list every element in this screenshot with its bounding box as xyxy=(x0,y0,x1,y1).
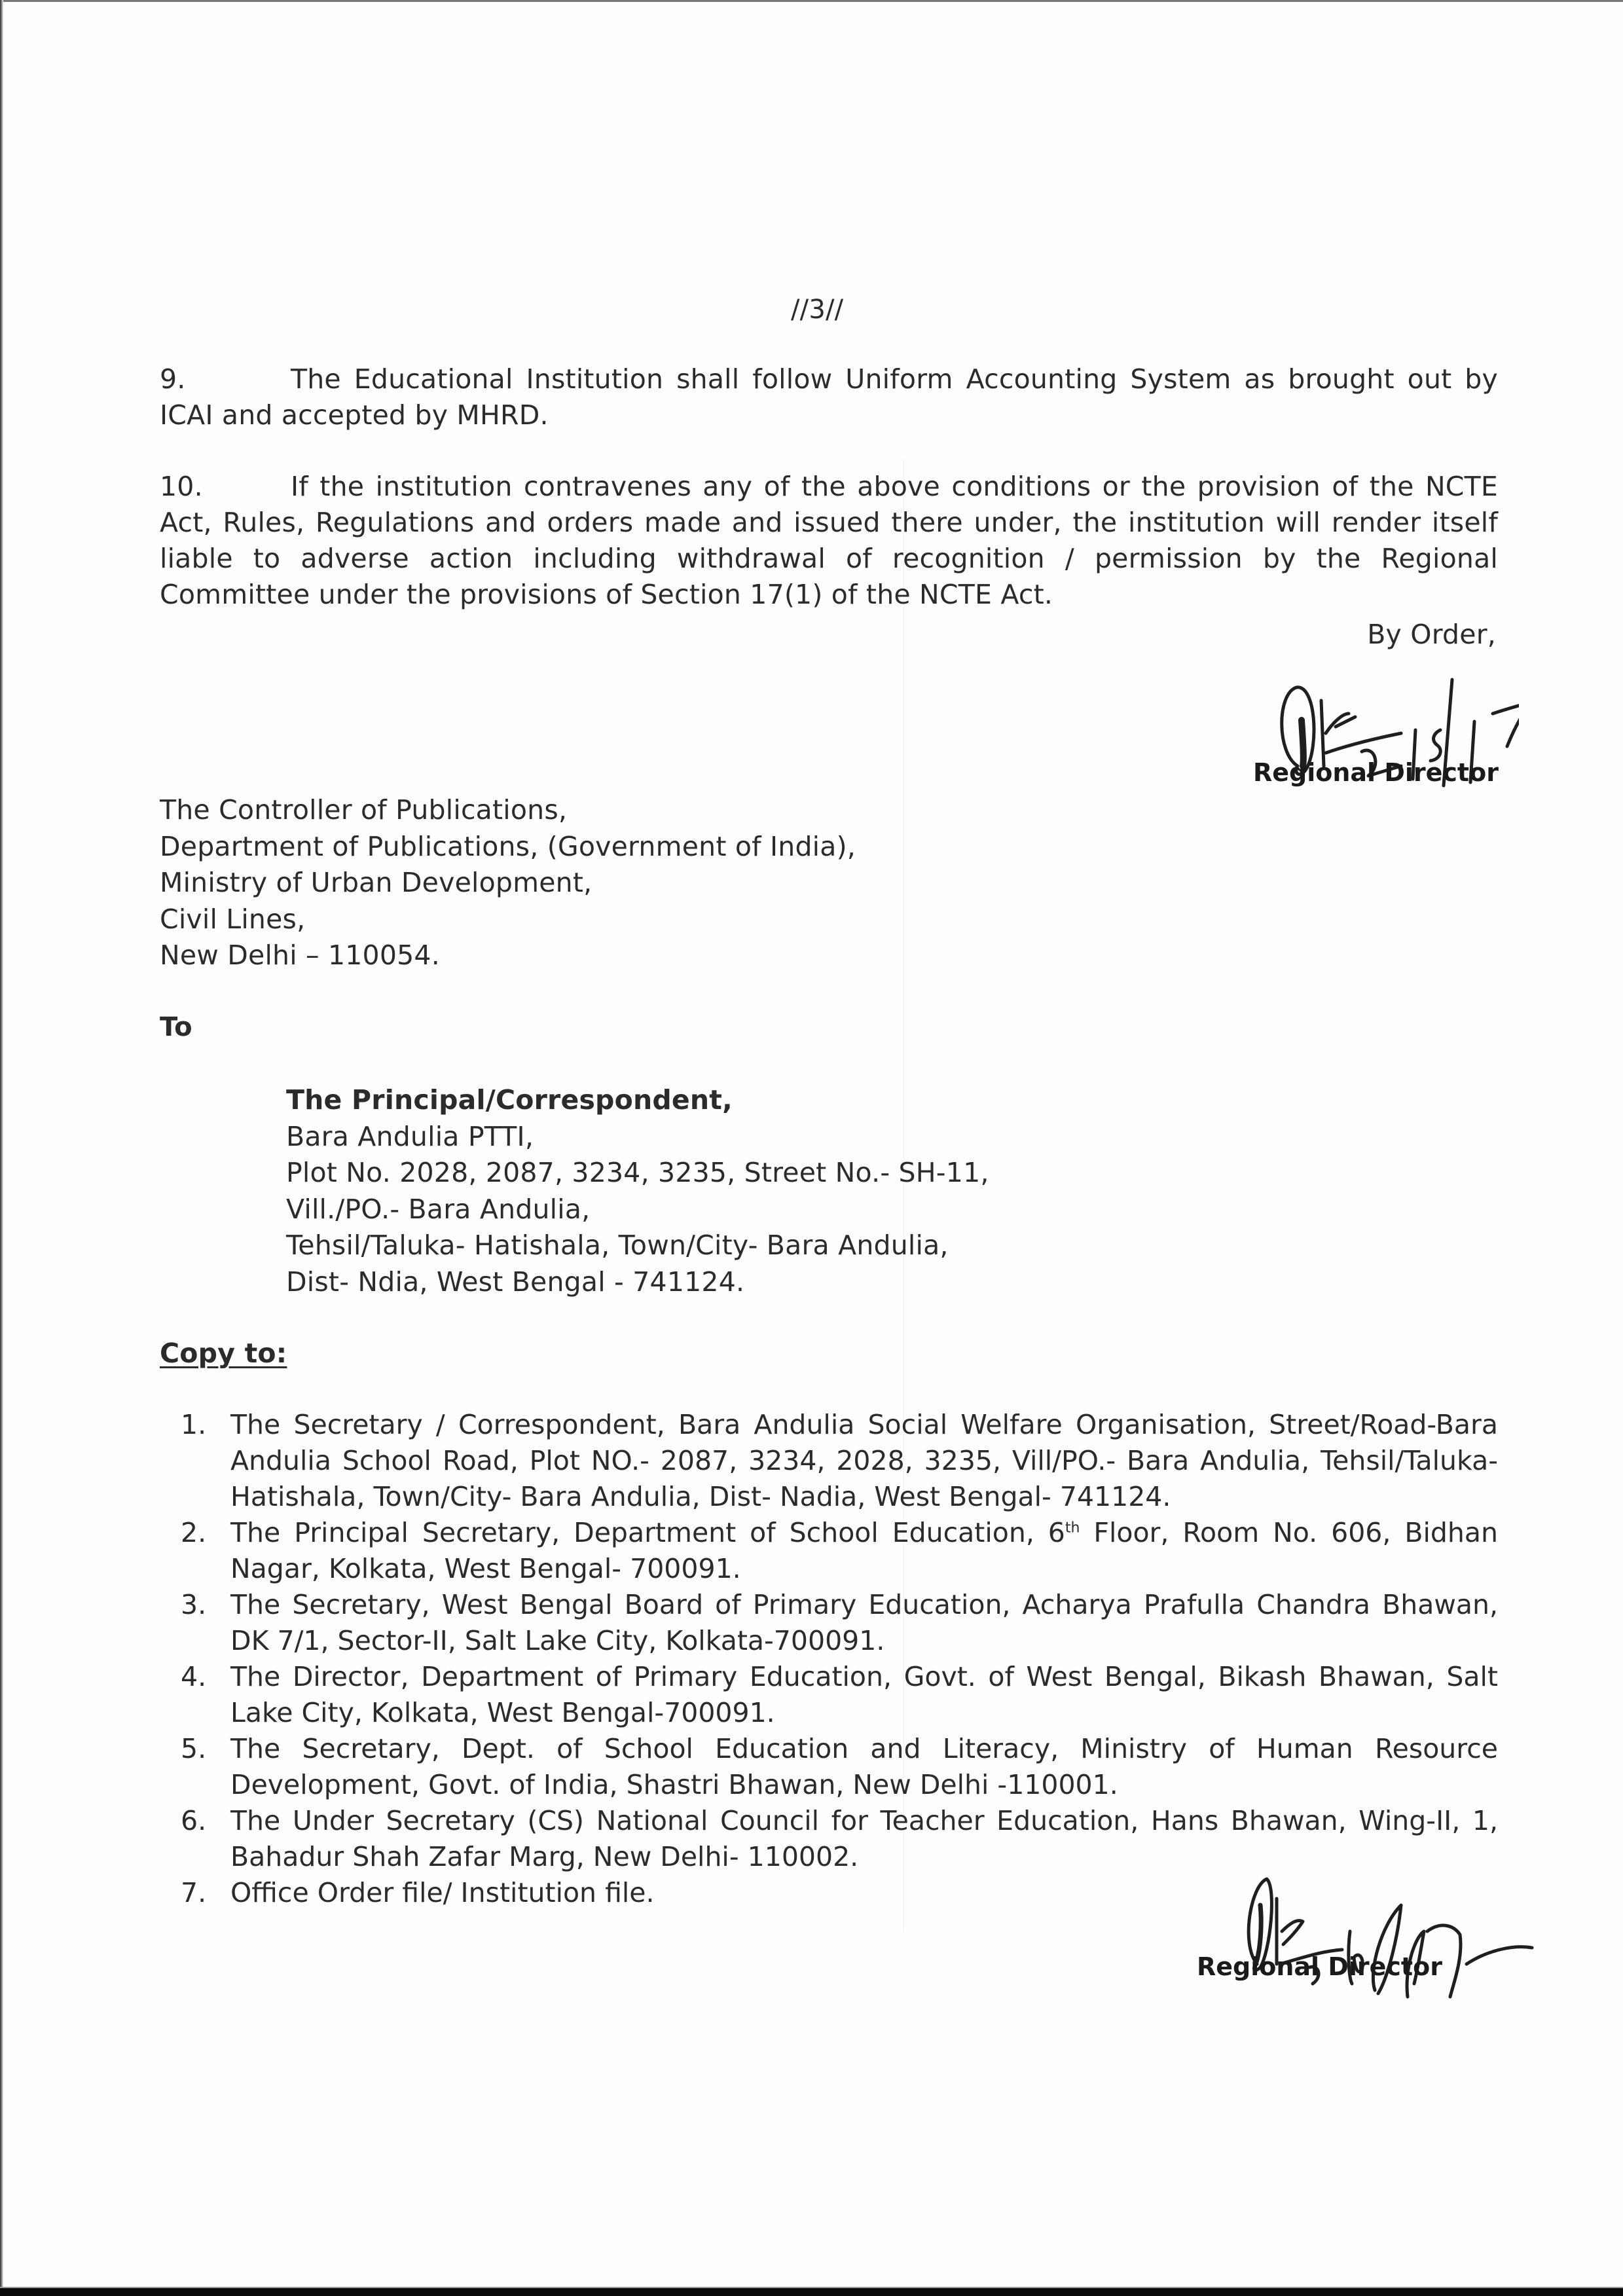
copy-to-item xyxy=(181,1731,1498,1803)
address-line: The Controller of Publications, xyxy=(160,794,568,826)
recipient-line: Plot No. 2028, 2087, 3234, 3235, Street No.- SH-11, xyxy=(286,1157,989,1188)
copy-to-item xyxy=(181,1407,1498,1515)
item-text: Office Order file/ Institution file. xyxy=(230,1877,655,1908)
paragraph-number: 9. xyxy=(160,363,186,395)
recipient-name: The Principal/Correspondent, xyxy=(286,1084,733,1116)
scan-edge-left xyxy=(0,0,3,2296)
item-index: 2. xyxy=(181,1517,207,1548)
paragraph-10 xyxy=(160,469,1498,613)
item-text: The Secretary / Correspondent, Bara Andulia Social Welfare Organisation, Street/Road-Bara Andulia School Road, Plot NO.- 2087, 3234, 2028, 3235, Vill/PO.- Bara Andulia, Tehsil/Taluka- Hatishala, Town/City- Bara Andulia, Dist- Nadia, West Bengal- 741124. xyxy=(230,1409,1498,1512)
signature-block-1 xyxy=(1244,668,1519,792)
scan-edge-top xyxy=(0,0,1623,2)
copy-to-item xyxy=(181,1659,1498,1731)
handwritten-signature-icon xyxy=(1178,1859,1545,2003)
ordinal-suffix: th xyxy=(1065,1520,1080,1537)
item-text: The Secretary, West Bengal Board of Primary Education, Acharya Prafulla Chandra Bhawan, DK 7/1, Sector-II, Salt Lake City, Kolkata-700091. xyxy=(230,1589,1498,1656)
item-text: Floor, Room No. 606, Bidhan Nagar, Kolkata, West Bengal- 700091. xyxy=(230,1517,1498,1584)
address-line: Department of Publications, (Government of India), xyxy=(160,830,856,862)
address-line: Ministry of Urban Development, xyxy=(160,867,593,898)
paragraph-text: If the institution contravenes any of the above conditions or the provision of the NCTE Act, Rules, Regulations and orders made and issued there under, the institution will render itself liable to adverse action including withdrawal of recognition / permission by the Regional Committee under the provisions of Section 17(1) of the NCTE Act. xyxy=(160,471,1498,610)
item-text: The Director, Department of Primary Education, Govt. of West Bengal, Bikash Bhawan, Salt Lake City, Kolkata, West Bengal-700091. xyxy=(230,1661,1498,1728)
copy-to-list xyxy=(181,1407,1498,1911)
item-text: The Secretary, Dept. of School Education and Literacy, Ministry of Human Resource Development, Govt. of India, Shastri Bhawan, New Delhi -110001. xyxy=(230,1733,1498,1800)
item-index: 3. xyxy=(181,1589,207,1620)
item-index: 7. xyxy=(181,1877,207,1908)
publications-address xyxy=(160,792,856,974)
item-index: 6. xyxy=(181,1805,207,1836)
recipient-address xyxy=(286,1082,989,1300)
address-line: New Delhi – 110054. xyxy=(160,939,440,971)
copy-to-heading: Copy to: xyxy=(160,1338,287,1369)
closing-by-order: By Order, xyxy=(1367,619,1496,650)
item-index: 5. xyxy=(181,1733,207,1764)
signature-block-2 xyxy=(1178,1859,1545,1990)
item-index: 4. xyxy=(181,1661,207,1692)
recipient-line: Vill./PO.- Bara Andulia, xyxy=(286,1193,591,1225)
paragraph-9 xyxy=(160,361,1498,433)
item-index: 1. xyxy=(181,1409,207,1440)
recipient-line: Bara Andulia PTTI, xyxy=(286,1120,534,1152)
recipient-line: Dist- Ndia, West Bengal - 741124. xyxy=(286,1266,745,1298)
scan-edge-bottom xyxy=(0,2287,1623,2296)
to-label: To xyxy=(160,1012,192,1042)
paragraph-text: The Educational Institution shall follow Uniform Accounting System as brought out by ICAI and accepted by MHRD. xyxy=(160,363,1498,431)
signature-title: Regional Director xyxy=(1253,758,1499,787)
recipient-line: Tehsil/Taluka- Hatishala, Town/City- Bara Andulia, xyxy=(286,1230,949,1261)
copy-to-item xyxy=(181,1515,1498,1587)
signature-title: Regional Director xyxy=(1197,1952,1442,1981)
item-text: The Principal Secretary, Department of School Education, 6 xyxy=(230,1517,1065,1548)
item-text: The Under Secretary (CS) National Council for Teacher Education, Hans Bhawan, Wing-II, 1, Bahadur Shah Zafar Marg, New Delhi- 110002. xyxy=(230,1805,1498,1872)
copy-to-item xyxy=(181,1587,1498,1659)
paragraph-number: 10. xyxy=(160,471,203,502)
address-line: Civil Lines, xyxy=(160,903,306,935)
page-number: //3// xyxy=(791,295,844,325)
